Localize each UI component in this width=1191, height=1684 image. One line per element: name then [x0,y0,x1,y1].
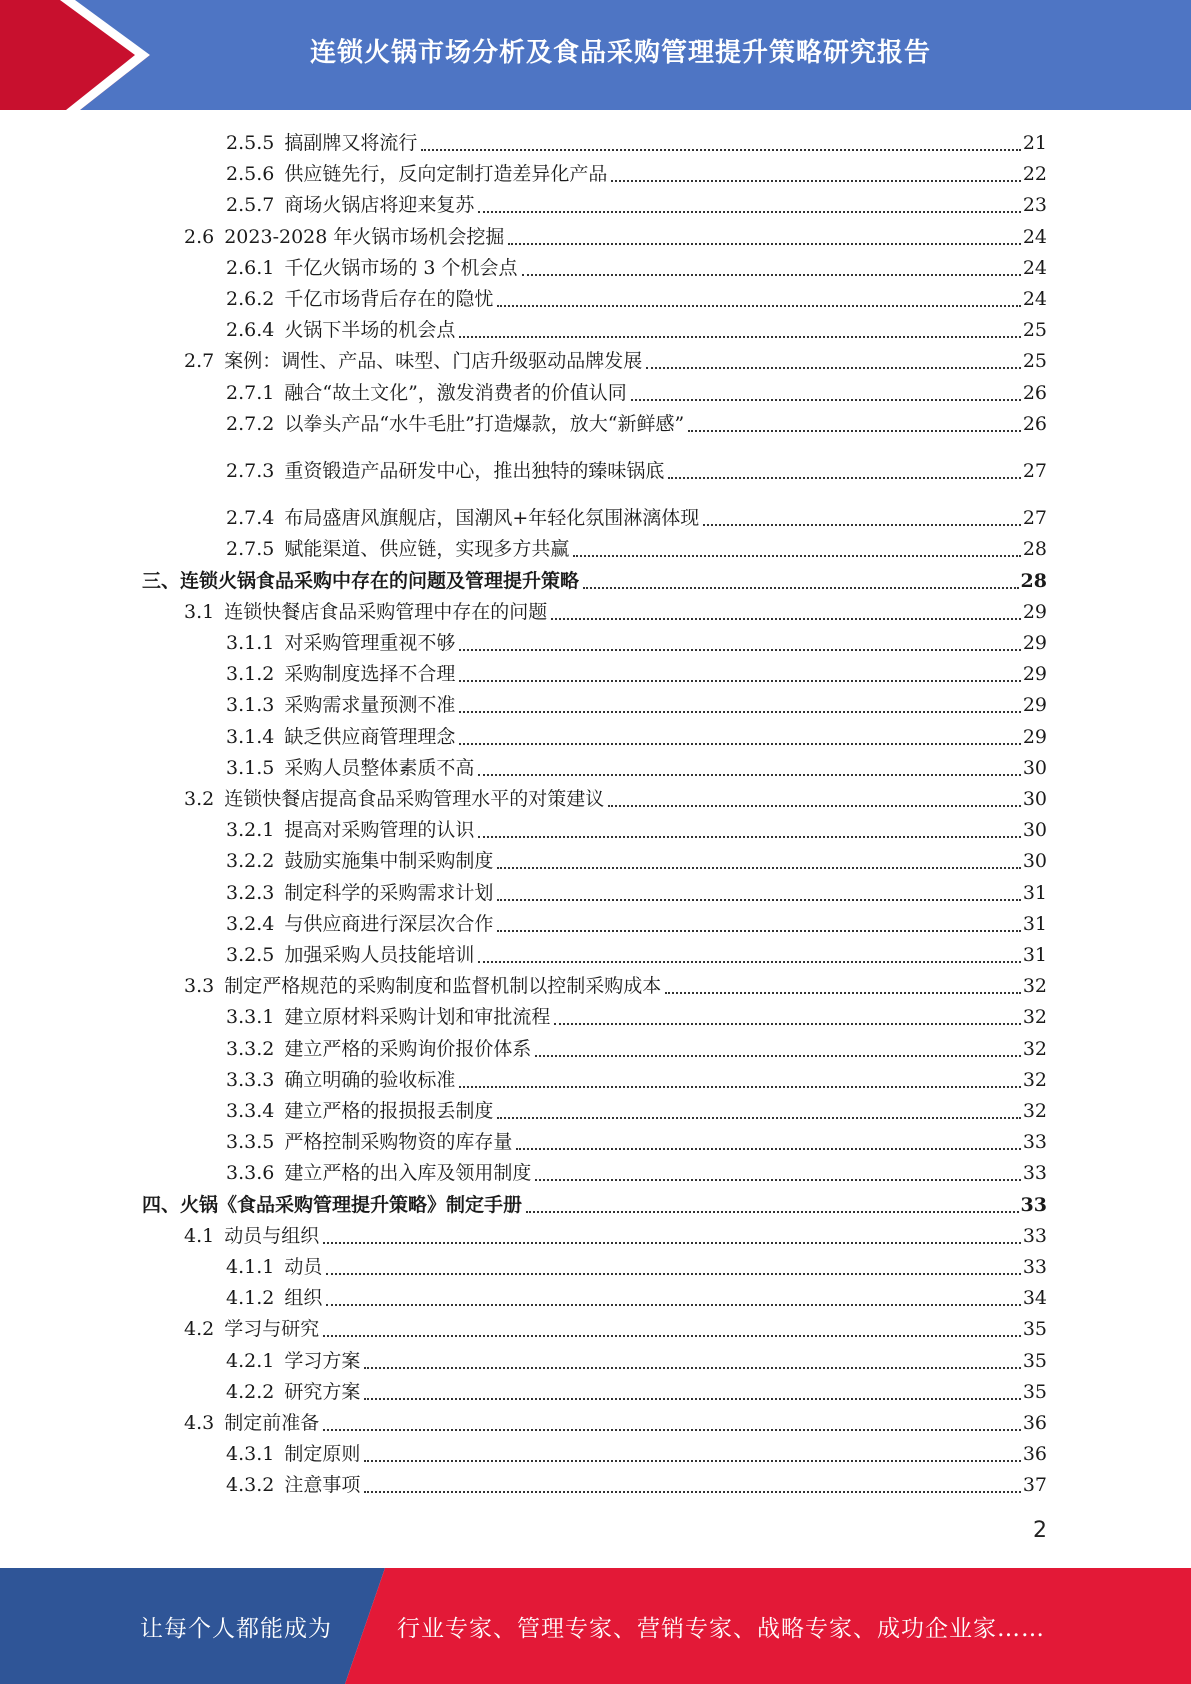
toc-entry-page: 33 [1022,1256,1047,1278]
toc-entry-number: 3.1.1 [226,632,275,654]
toc-entry[interactable] [226,534,1047,564]
toc-entry-page: 29 [1022,632,1047,654]
toc-entry[interactable] [226,503,1047,533]
toc-entry-page: 25 [1022,350,1047,373]
toc-entry-title: 学习方案 [284,1349,361,1372]
toc-entry[interactable] [226,284,1047,314]
toc-entry[interactable] [226,753,1047,783]
toc-dot-leader [478,211,1020,213]
toc-entry-title: 融合“故土文化”，激发消费者的价值认同 [284,381,627,404]
toc-dot-leader [583,587,1019,589]
toc-dot-leader [497,867,1020,869]
toc-entry-page: 34 [1022,1287,1047,1310]
toc-entry[interactable] [226,878,1047,908]
toc-entry-page: 32 [1022,1006,1047,1029]
toc-entry-page: 24 [1022,225,1047,248]
toc-entry-number: 2.6.2 [226,288,275,310]
toc-entry-title: 对采购管理重视不够 [284,632,456,654]
toc-entry-title: 千亿火锅市场的 3 个机会点 [284,256,518,279]
toc-dot-leader [497,305,1020,307]
toc-entry-title: 制定科学的采购需求计划 [284,881,494,904]
toc-entry[interactable] [184,1221,1047,1251]
toc-entry-page: 29 [1022,694,1047,717]
toc-entry-page: 33 [1022,1131,1047,1154]
toc-dot-leader [326,1273,1020,1275]
toc-entry-number: 3.3.1 [226,1006,275,1029]
toc-entry-page: 21 [1022,132,1047,154]
toc-dot-leader [478,774,1020,776]
toc-entry[interactable] [226,1283,1047,1313]
toc-entry-title: 千亿市场背后存在的隐忧 [284,288,494,310]
toc-dot-leader [631,399,1021,401]
toc-entry-title: 商场火锅店将迎来复苏 [284,194,475,217]
toc-entry-page: 27 [1022,507,1047,530]
toc-dot-leader [535,1055,1020,1057]
toc-entry[interactable] [226,1439,1047,1469]
toc-entry-page: 31 [1022,881,1047,904]
page-footer [0,1568,1191,1684]
toc-dot-leader [459,711,1020,713]
toc-entry-title: 确立明确的验收标准 [284,1068,456,1091]
toc-dot-leader [459,743,1020,745]
toc-entry[interactable] [226,815,1047,845]
toc-entry[interactable] [184,222,1047,252]
toc-entry-page: 32 [1022,1037,1047,1060]
toc-entry[interactable] [226,1002,1047,1032]
toc-entry-title: 三、连锁火锅食品采购中存在的问题及管理提升策略 [142,569,580,592]
toc-entry-number: 4.2.2 [226,1380,275,1403]
toc-dot-leader [611,180,1020,182]
toc-entry-number: 2.7.4 [226,507,275,530]
toc-entry-page: 26 [1022,412,1047,435]
toc-entry-title: 采购制度选择不合理 [284,663,456,686]
toc-entry-title: 组织 [284,1287,323,1310]
toc-dot-leader [326,1304,1020,1306]
toc-entry[interactable] [226,940,1047,970]
toc-dot-leader [323,1429,1021,1431]
header-chevron-decoration [0,0,150,110]
toc-entry-title: 2023-2028 年火锅市场机会挖掘 [224,225,505,248]
toc-entry-number: 2.5.5 [226,132,275,154]
toc-entry-number: 2.6.1 [226,256,275,279]
toc-dot-leader [526,1211,1019,1213]
toc-entry-page: 36 [1022,1443,1047,1466]
toc-entry-page: 29 [1022,725,1047,748]
toc-entry[interactable] [226,722,1047,752]
toc-entry-page: 35 [1022,1318,1047,1341]
toc-dot-leader [364,1367,1020,1369]
toc-entry-number: 3.2.2 [226,850,275,873]
toc-entry[interactable] [226,1158,1047,1188]
toc-entry-title: 缺乏供应商管理理念 [284,725,456,748]
toc-dot-leader [703,524,1021,526]
toc-entry-page: 35 [1022,1349,1047,1372]
toc-entry-title: 布局盛唐风旗舰店，国潮风+年轻化氛围淋漓体现 [284,507,700,530]
toc-entry-number: 3.2 [184,788,215,810]
toc-entry[interactable] [184,971,1047,1001]
toc-entry[interactable] [226,1127,1047,1157]
toc-entry-title: 供应链先行，反向定制打造差异化产品 [284,163,608,186]
toc-entry-number: 4.3.1 [226,1443,275,1466]
toc-entry-page: 23 [1022,194,1047,217]
toc-entry-number: 3.1 [184,600,215,623]
toc-entry[interactable] [226,190,1047,220]
toc-entry-page: 30 [1022,819,1047,842]
toc-dot-leader [554,1023,1020,1025]
toc-entry-number: 3.1.4 [226,725,275,748]
toc-entry-title: 建立严格的采购询价报价体系 [284,1037,532,1060]
toc-dot-leader [364,1460,1020,1462]
toc-entry-page: 33 [1022,1162,1047,1185]
toc-entry-number: 3.3.5 [226,1131,275,1154]
toc-entry-title: 火锅下半场的机会点 [284,319,456,342]
toc-entry-page: 32 [1022,1068,1047,1091]
toc-entry-number: 2.7.3 [226,460,275,482]
toc-entry-number: 2.6.4 [226,319,275,342]
toc-entry-page: 27 [1022,460,1047,482]
toc-dot-leader [508,243,1020,245]
toc-entry-page: 30 [1022,788,1047,810]
toc-entry-title: 重资锻造产品研发中心，推出独特的臻味锅底 [284,460,665,482]
toc-entry-title: 提高对采购管理的认识 [284,819,475,842]
toc-entry[interactable] [226,1252,1047,1282]
toc-entry-title: 连锁快餐店食品采购管理中存在的问题 [224,600,548,623]
toc-entry-number: 3.1.5 [226,756,275,779]
toc-entry[interactable] [226,128,1047,158]
toc-entry-page: 29 [1022,600,1047,623]
toc-entry-number: 3.1.2 [226,663,275,686]
toc-entry-number: 2.6 [184,225,215,248]
toc-entry-title: 采购人员整体素质不高 [284,756,475,779]
toc-entry[interactable] [226,159,1047,189]
toc-entry[interactable] [184,784,1047,814]
toc-entry-number: 2.7.2 [226,412,275,435]
toc-entry-title: 注意事项 [284,1474,361,1497]
report-title: 连锁火锅市场分析及食品采购管理提升策略研究报告 [309,37,931,68]
toc-dot-leader [459,649,1020,651]
toc-entry[interactable] [226,1096,1047,1126]
toc-entry[interactable] [142,566,1047,596]
toc-dot-leader [497,899,1020,901]
toc-entry-title: 连锁快餐店提高食品采购管理水平的对策建议 [224,788,605,810]
toc-dot-leader [497,930,1020,932]
toc-entry-number: 3.2.5 [226,944,275,966]
toc-entry-page: 36 [1022,1412,1047,1434]
toc-entry-number: 2.5.7 [226,194,275,217]
toc-entry-number: 3.1.3 [226,694,275,717]
toc-dot-leader [364,1491,1020,1493]
toc-entry-page: 26 [1022,381,1047,404]
footer-slogan-left: 让每个人都能成为 [140,1615,332,1642]
toc-entry[interactable] [226,456,1047,486]
toc-entry-number: 3.2.3 [226,881,275,904]
toc-entry-number: 4.1 [184,1224,215,1247]
toc-entry-number: 3.2.4 [226,912,275,935]
red-chevron-shape [0,0,150,110]
toc-dot-leader [573,555,1020,557]
toc-entry-page: 32 [1022,1100,1047,1122]
toc-dot-leader [478,836,1020,838]
toc-entry-number: 4.1.1 [226,1256,275,1278]
toc-entry[interactable] [184,597,1047,627]
toc-entry[interactable] [142,1190,1047,1220]
toc-entry-page: 31 [1022,944,1047,966]
toc-entry-title: 四、火锅《食品采购管理提升策略》制定手册 [142,1193,523,1216]
toc-entry-title: 研究方案 [284,1380,361,1403]
toc-entry-number: 4.2.1 [226,1349,275,1372]
toc-dot-leader [497,1117,1020,1119]
toc-entry-page: 29 [1022,663,1047,686]
toc-dot-leader [522,274,1021,276]
toc-dot-leader [323,1242,1021,1244]
toc-dot-leader [551,618,1021,620]
toc-entry[interactable] [226,909,1047,939]
toc-entry[interactable] [226,1377,1047,1407]
toc-entry-page: 33 [1020,1193,1047,1216]
toc-entry[interactable] [226,1346,1047,1376]
toc-entry-number: 3.2.1 [226,819,275,842]
toc-entry-number: 3.3.6 [226,1162,275,1185]
toc-dot-leader [459,680,1020,682]
toc-entry-page: 25 [1022,319,1047,342]
toc-entry-page: 30 [1022,756,1047,779]
toc-entry-number: 4.1.2 [226,1287,275,1310]
toc-entry-title: 搞副牌又将流行 [284,132,418,154]
toc-entry-number: 2.7.1 [226,381,275,404]
toc-entry[interactable] [226,1065,1047,1095]
toc-entry[interactable] [184,1314,1047,1344]
toc-entry-number: 3.3.4 [226,1100,275,1122]
toc-entry[interactable] [226,628,1047,658]
toc-dot-leader [459,1086,1020,1088]
toc-entry[interactable] [226,1034,1047,1064]
toc-entry-title: 建立严格的出入库及领用制度 [284,1162,532,1185]
toc-entry-title: 动员 [284,1256,323,1278]
toc-entry-number: 2.5.6 [226,163,275,186]
toc-entry[interactable] [226,315,1047,345]
toc-entry-number: 4.3.2 [226,1474,275,1497]
toc-entry[interactable] [226,659,1047,689]
toc-entry-title: 加强采购人员技能培训 [284,944,475,966]
toc-dot-leader [608,805,1021,807]
toc-entry[interactable] [226,846,1047,876]
toc-entry-page: 31 [1022,912,1047,935]
toc-entry-title: 动员与组织 [224,1224,320,1247]
toc-entry[interactable] [226,1470,1047,1500]
toc-entry-title: 与供应商进行深层次合作 [284,912,494,935]
toc-entry-title: 制定前准备 [224,1412,320,1434]
toc-entry[interactable] [184,1408,1047,1438]
toc-entry[interactable] [226,690,1047,720]
toc-dot-leader [421,149,1020,151]
toc-entry-number: 3.3.3 [226,1068,275,1091]
toc-entry-title: 学习与研究 [224,1318,320,1341]
toc-entry-page: 35 [1022,1380,1047,1403]
toc-entry-number: 4.3 [184,1412,215,1434]
toc-entry-number: 4.2 [184,1318,215,1341]
page-header [0,0,1191,110]
toc-entry-title: 制定原则 [284,1443,361,1466]
toc-entry-title: 案例：调性、产品、味型、门店升级驱动品牌发展 [224,350,643,373]
toc-dot-leader [646,367,1021,369]
toc-entry-title: 制定严格规范的采购制度和监督机制以控制采购成本 [224,975,662,998]
toc-dot-leader [364,1398,1020,1400]
page-number: 2 [1033,1518,1047,1543]
toc-entry-page: 28 [1020,569,1047,592]
toc-entry[interactable] [184,346,1047,376]
toc-entry-page: 37 [1022,1474,1047,1497]
toc-entry-number: 3.3 [184,975,215,998]
toc-dot-leader [323,1335,1021,1337]
toc-entry-title: 以拳头产品“水牛毛肚”打造爆款，放大“新鲜感” [284,412,685,435]
toc-entry-page: 33 [1022,1224,1047,1247]
toc-entry[interactable] [226,378,1047,408]
toc-dot-leader [516,1148,1020,1150]
toc-entry-page: 28 [1022,538,1047,561]
toc-entry-page: 24 [1022,288,1047,310]
toc-entry-title: 建立原材料采购计划和审批流程 [284,1006,551,1029]
toc-dot-leader [459,336,1020,338]
toc-dot-leader [688,430,1021,432]
toc-entry-title: 赋能渠道、供应链，实现多方共赢 [284,538,570,561]
toc-entry-page: 22 [1022,163,1047,186]
toc-entry-number: 2.7 [184,350,215,373]
footer-slogan-right: 行业专家、管理专家、营销专家、战略专家、成功企业家…… [397,1615,1045,1642]
toc-entry-number: 2.7.5 [226,538,275,561]
toc-entry[interactable] [226,409,1047,439]
toc-entry[interactable] [226,253,1047,283]
toc-entry-title: 采购需求量预测不准 [284,694,456,717]
toc-dot-leader [668,477,1020,479]
toc-dot-leader [535,1179,1020,1181]
toc-entry-title: 建立严格的报损报丢制度 [284,1100,494,1122]
toc-entry-page: 30 [1022,850,1047,873]
toc-dot-leader [478,961,1020,963]
toc-entry-page: 32 [1022,975,1047,998]
toc-entry-title: 鼓励实施集中制采购制度 [284,850,494,873]
toc-entry-title: 严格控制采购物资的库存量 [284,1131,513,1154]
toc-dot-leader [665,992,1021,994]
toc-entry-page: 24 [1022,256,1047,279]
toc-entry-number: 3.3.2 [226,1037,275,1060]
